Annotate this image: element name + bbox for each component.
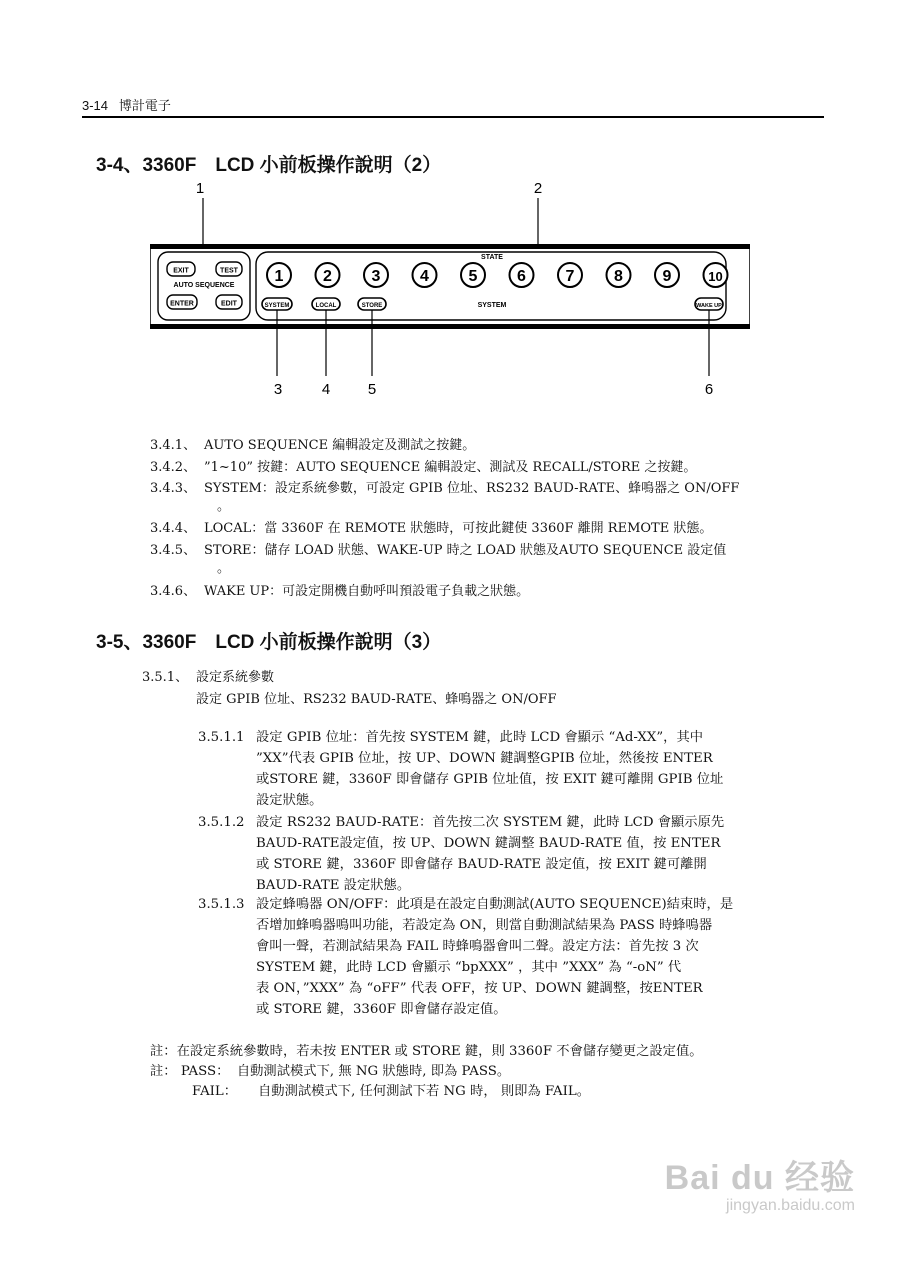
state-button-1[interactable]: [267, 263, 291, 287]
callout-2: 2: [533, 180, 543, 197]
svg-text:TEST: TEST: [220, 267, 238, 275]
state-button-6[interactable]: [510, 263, 534, 287]
callout-5: 5: [367, 381, 377, 398]
item-3-4-6: 3.4.6、 WAKE UP：可設定開機自動呼叫預設電子負載之狀態。: [150, 584, 530, 599]
exit-button[interactable]: [167, 262, 195, 276]
enter-button[interactable]: [167, 295, 197, 309]
page-number: 3-14: [82, 98, 109, 113]
baidu-watermark: [665, 1150, 855, 1215]
svg-text:3: 3: [371, 268, 381, 285]
item-3-4-5: 3.4.5、 STORE：儲存 LOAD 狀態、WAKE-UP 時之 LOAD 狀態及AUTO SEQUENCE 設定值: [150, 543, 727, 558]
store-button[interactable]: [358, 298, 386, 310]
svg-text:WAKE UP: WAKE UP: [696, 303, 722, 309]
note-1: 註：在設定系統參數時，若未按 ENTER 或 STORE 鍵，則 3360F 不會儲存變更之設定值。: [150, 1044, 703, 1059]
svg-text:6: 6: [517, 268, 526, 285]
note-2-pass: 註： PASS： 自動測試模式下, 無 NG 狀態時, 即為 PASS。: [150, 1064, 511, 1079]
svg-text:SYSTEM: SYSTEM: [264, 303, 290, 309]
item-3-5-1-desc: 設定 GPIB 位址、RS232 BAUD-RATE、蜂鳴器之 ON/OFF: [196, 692, 557, 707]
state-button-3[interactable]: [364, 263, 388, 287]
svg-text:STORE: STORE: [361, 303, 383, 309]
callout-3: 3: [273, 381, 283, 398]
item-3-4-4: 3.4.4、 LOCAL：當 3360F 在 REMOTE 狀態時，可按此鍵使 3360F 離開 REMOTE 狀態。: [150, 521, 713, 536]
svg-text:9: 9: [662, 268, 672, 285]
svg-text:ENTER: ENTER: [170, 300, 194, 308]
header-rule: [82, 116, 824, 118]
page-header: [82, 95, 171, 114]
state-button-2[interactable]: [316, 263, 340, 287]
item-3-5-1: 3.5.1、 設定系統參數: [142, 670, 275, 685]
state-button-4[interactable]: [413, 263, 437, 287]
item-3-4-1: 3.4.1、 AUTO SEQUENCE 編輯設定及測試之按鍵。: [150, 438, 476, 453]
section-3-4-title: 3-4、3360F LCD 小前板操作說明（2）: [96, 155, 442, 176]
svg-text:1: 1: [274, 268, 284, 285]
svg-text:4: 4: [420, 268, 429, 285]
svg-text:EDIT: EDIT: [221, 300, 237, 308]
svg-text:EXIT: EXIT: [173, 267, 189, 275]
state-button-8[interactable]: [607, 263, 631, 287]
auto-sequence-label: AUTO SEQUENCE: [173, 282, 235, 289]
svg-text:8: 8: [614, 268, 623, 285]
test-button[interactable]: [216, 262, 242, 276]
svg-text:LOCAL: LOCAL: [315, 303, 337, 309]
note-2-fail: FAIL： 自動測試模式下, 任何測試下若 NG 時， 則即為 FAIL。: [192, 1084, 591, 1099]
svg-text:2: 2: [323, 268, 332, 285]
callout-6: 6: [704, 381, 714, 398]
item-3-4-5-cont: 。: [217, 561, 231, 576]
baidu-logo: Bai du 经验: [664, 1159, 855, 1197]
state-label: STATE: [481, 254, 503, 261]
state-button-7[interactable]: [558, 263, 582, 287]
front-panel-diagram: [150, 178, 750, 398]
watermark-url: jingyan.baidu.com: [726, 1197, 855, 1214]
item-3-4-3: 3.4.3、 SYSTEM：設定系統參數，可設定 GPIB 位址、RS232 BAUD-RATE、蜂鳴器之 ON/OFF: [150, 481, 740, 496]
item-3-4-2: 3.4.2、 ”1~10” 按鍵：AUTO SEQUENCE 編輯設定、測試及 RECALL/STORE 之按鍵。: [150, 460, 697, 475]
state-button-5[interactable]: [461, 263, 485, 287]
callout-1: 1: [195, 180, 205, 197]
svg-text:5: 5: [468, 268, 478, 285]
local-button[interactable]: [312, 298, 340, 310]
state-button-9[interactable]: [655, 263, 679, 287]
item-3-4-3-cont: 。: [217, 499, 231, 514]
state-button-10[interactable]: [704, 263, 728, 287]
svg-text:10: 10: [708, 269, 723, 284]
system-label: SYSTEM: [477, 302, 507, 309]
callout-4: 4: [321, 381, 331, 398]
svg-text:7: 7: [565, 268, 575, 285]
section-3-5-title: 3-5、3360F LCD 小前板操作說明（3）: [96, 632, 442, 653]
system-button[interactable]: [262, 298, 292, 310]
edit-button[interactable]: [216, 295, 242, 309]
company-name: 博計電子: [118, 98, 171, 113]
wake-up-button[interactable]: [695, 298, 723, 310]
